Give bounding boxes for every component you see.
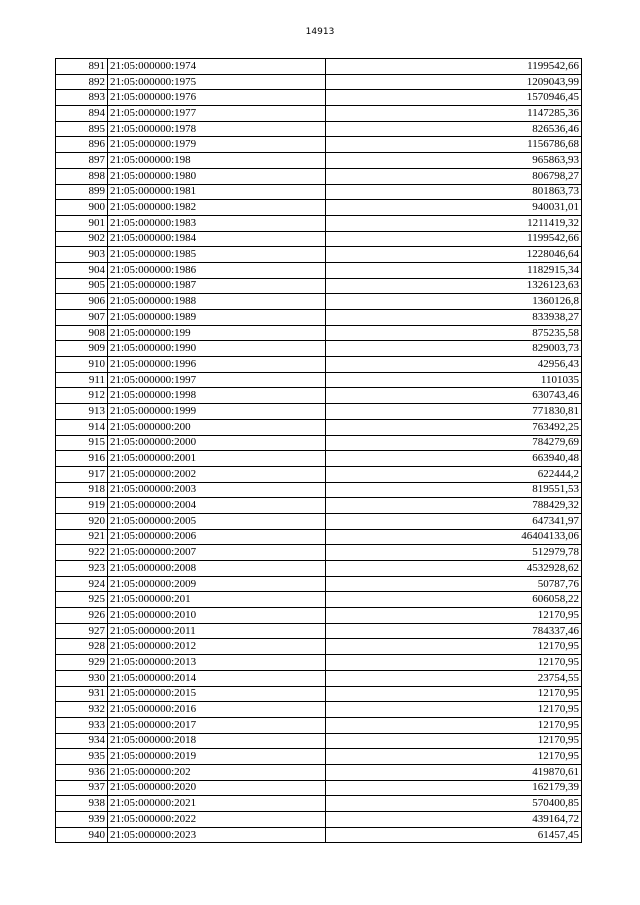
row-number: 914 [56, 419, 108, 435]
table-row [56, 419, 582, 435]
cadastral-number: 21:05:000000:1998 [108, 388, 326, 404]
cadastral-value: 1570946,45 [326, 90, 582, 106]
table-row [56, 639, 582, 655]
cadastral-value: 1209043,99 [326, 74, 582, 90]
cadastral-value-table [55, 58, 582, 843]
table-row [56, 341, 582, 357]
row-number: 921 [56, 529, 108, 545]
row-number: 918 [56, 482, 108, 498]
row-number: 938 [56, 796, 108, 812]
cadastral-value: 1326123,63 [326, 278, 582, 294]
row-number: 894 [56, 106, 108, 122]
cadastral-number: 21:05:000000:2010 [108, 608, 326, 624]
cadastral-number: 21:05:000000:1985 [108, 247, 326, 263]
cadastral-value: 784279,69 [326, 435, 582, 451]
cadastral-value: 1147285,36 [326, 106, 582, 122]
cadastral-number: 21:05:000000:2017 [108, 717, 326, 733]
cadastral-number: 21:05:000000:201 [108, 592, 326, 608]
cadastral-value: 12170,95 [326, 717, 582, 733]
table-row [56, 404, 582, 420]
row-number: 927 [56, 623, 108, 639]
cadastral-value: 647341,97 [326, 513, 582, 529]
cadastral-number: 21:05:000000:1974 [108, 59, 326, 75]
cadastral-number: 21:05:000000:1999 [108, 404, 326, 420]
cadastral-number: 21:05:000000:1983 [108, 215, 326, 231]
cadastral-value: 12170,95 [326, 702, 582, 718]
cadastral-number: 21:05:000000:1987 [108, 278, 326, 294]
table-row [56, 576, 582, 592]
table-row [56, 262, 582, 278]
row-number: 909 [56, 341, 108, 357]
row-number: 908 [56, 325, 108, 341]
cadastral-number: 21:05:000000:2016 [108, 702, 326, 718]
cadastral-number: 21:05:000000:2005 [108, 513, 326, 529]
table-row [56, 529, 582, 545]
cadastral-number: 21:05:000000:2006 [108, 529, 326, 545]
cadastral-number: 21:05:000000:2021 [108, 796, 326, 812]
cadastral-value: 512979,78 [326, 545, 582, 561]
cadastral-number: 21:05:000000:2019 [108, 749, 326, 765]
row-number: 906 [56, 294, 108, 310]
cadastral-value: 771830,81 [326, 404, 582, 420]
row-number: 892 [56, 74, 108, 90]
row-number: 915 [56, 435, 108, 451]
cadastral-number: 21:05:000000:2018 [108, 733, 326, 749]
row-number: 904 [56, 262, 108, 278]
row-number: 935 [56, 749, 108, 765]
cadastral-number: 21:05:000000:2023 [108, 827, 326, 843]
table-row [56, 702, 582, 718]
table-row [56, 561, 582, 577]
cadastral-number: 21:05:000000:1986 [108, 262, 326, 278]
table-row [56, 623, 582, 639]
cadastral-number: 21:05:000000:2009 [108, 576, 326, 592]
table-row [56, 294, 582, 310]
row-number: 922 [56, 545, 108, 561]
row-number: 896 [56, 137, 108, 153]
cadastral-value: 12170,95 [326, 749, 582, 765]
table-row [56, 357, 582, 373]
cadastral-value: 1199542,66 [326, 231, 582, 247]
row-number: 931 [56, 686, 108, 702]
cadastral-value: 1101035 [326, 372, 582, 388]
row-number: 910 [56, 357, 108, 373]
cadastral-number: 21:05:000000:2011 [108, 623, 326, 639]
row-number: 937 [56, 780, 108, 796]
cadastral-value: 965863,93 [326, 153, 582, 169]
table-row [56, 278, 582, 294]
table-row [56, 827, 582, 843]
cadastral-value: 23754,55 [326, 670, 582, 686]
cadastral-number: 21:05:000000:1981 [108, 184, 326, 200]
table-row [56, 670, 582, 686]
table-row [56, 137, 582, 153]
cadastral-value: 833938,27 [326, 310, 582, 326]
cadastral-value: 42956,43 [326, 357, 582, 373]
cadastral-number: 21:05:000000:1980 [108, 168, 326, 184]
cadastral-value: 12170,95 [326, 733, 582, 749]
row-number: 900 [56, 200, 108, 216]
row-number: 930 [56, 670, 108, 686]
cadastral-value: 12170,95 [326, 639, 582, 655]
table-row [56, 780, 582, 796]
table-row [56, 121, 582, 137]
cadastral-value: 606058,22 [326, 592, 582, 608]
table-row [56, 608, 582, 624]
row-number: 912 [56, 388, 108, 404]
cadastral-value: 806798,27 [326, 168, 582, 184]
row-number: 920 [56, 513, 108, 529]
table-row [56, 466, 582, 482]
row-number: 919 [56, 498, 108, 514]
row-number: 901 [56, 215, 108, 231]
cadastral-number: 21:05:000000:1990 [108, 341, 326, 357]
cadastral-value: 663940,48 [326, 451, 582, 467]
cadastral-number: 21:05:000000:1975 [108, 74, 326, 90]
table-row [56, 231, 582, 247]
cadastral-number: 21:05:000000:1984 [108, 231, 326, 247]
cadastral-value: 819551,53 [326, 482, 582, 498]
row-number: 939 [56, 812, 108, 828]
cadastral-value: 630743,46 [326, 388, 582, 404]
table-row [56, 90, 582, 106]
row-number: 917 [56, 466, 108, 482]
row-number: 895 [56, 121, 108, 137]
cadastral-value: 1228046,64 [326, 247, 582, 263]
cadastral-value: 419870,61 [326, 764, 582, 780]
cadastral-value: 12170,95 [326, 686, 582, 702]
table-row [56, 764, 582, 780]
table-body [56, 59, 582, 843]
cadastral-value: 46404133,06 [326, 529, 582, 545]
table-row [56, 545, 582, 561]
cadastral-number: 21:05:000000:2014 [108, 670, 326, 686]
table-row [56, 310, 582, 326]
table-row [56, 733, 582, 749]
cadastral-number: 21:05:000000:2013 [108, 655, 326, 671]
row-number: 928 [56, 639, 108, 655]
cadastral-value: 1156786,68 [326, 137, 582, 153]
cadastral-number: 21:05:000000:1976 [108, 90, 326, 106]
row-number: 898 [56, 168, 108, 184]
table-row [56, 686, 582, 702]
table-row [56, 592, 582, 608]
cadastral-number: 21:05:000000:1989 [108, 310, 326, 326]
table-row [56, 388, 582, 404]
row-number: 923 [56, 561, 108, 577]
row-number: 911 [56, 372, 108, 388]
table-row [56, 247, 582, 263]
cadastral-value: 570400,85 [326, 796, 582, 812]
table-row [56, 435, 582, 451]
row-number: 893 [56, 90, 108, 106]
cadastral-value: 788429,32 [326, 498, 582, 514]
cadastral-value: 829003,73 [326, 341, 582, 357]
cadastral-number: 21:05:000000:199 [108, 325, 326, 341]
row-number: 929 [56, 655, 108, 671]
cadastral-value: 439164,72 [326, 812, 582, 828]
cadastral-value: 622444,2 [326, 466, 582, 482]
row-number: 924 [56, 576, 108, 592]
table-row [56, 325, 582, 341]
table-row [56, 796, 582, 812]
cadastral-value: 1182915,34 [326, 262, 582, 278]
cadastral-number: 21:05:000000:2022 [108, 812, 326, 828]
cadastral-number: 21:05:000000:1982 [108, 200, 326, 216]
cadastral-number: 21:05:000000:1997 [108, 372, 326, 388]
table-row [56, 184, 582, 200]
cadastral-number: 21:05:000000:198 [108, 153, 326, 169]
row-number: 905 [56, 278, 108, 294]
table-row [56, 74, 582, 90]
cadastral-number: 21:05:000000:2003 [108, 482, 326, 498]
cadastral-number: 21:05:000000:2000 [108, 435, 326, 451]
table-row [56, 106, 582, 122]
row-number: 891 [56, 59, 108, 75]
cadastral-value: 12170,95 [326, 655, 582, 671]
table-row [56, 200, 582, 216]
row-number: 934 [56, 733, 108, 749]
cadastral-number: 21:05:000000:2007 [108, 545, 326, 561]
row-number: 925 [56, 592, 108, 608]
row-number: 903 [56, 247, 108, 263]
table-row [56, 372, 582, 388]
cadastral-number: 21:05:000000:2002 [108, 466, 326, 482]
row-number: 936 [56, 764, 108, 780]
table-row [56, 513, 582, 529]
cadastral-number: 21:05:000000:2012 [108, 639, 326, 655]
cadastral-value: 1211419,32 [326, 215, 582, 231]
table-row [56, 498, 582, 514]
row-number: 932 [56, 702, 108, 718]
cadastral-number: 21:05:000000:2015 [108, 686, 326, 702]
table-row [56, 717, 582, 733]
table-row [56, 168, 582, 184]
cadastral-number: 21:05:000000:1979 [108, 137, 326, 153]
row-number: 926 [56, 608, 108, 624]
cadastral-number: 21:05:000000:1988 [108, 294, 326, 310]
cadastral-number: 21:05:000000:2020 [108, 780, 326, 796]
table-row [56, 59, 582, 75]
cadastral-value: 1360126,8 [326, 294, 582, 310]
cadastral-number: 21:05:000000:2001 [108, 451, 326, 467]
cadastral-value: 763492,25 [326, 419, 582, 435]
cadastral-number: 21:05:000000:2004 [108, 498, 326, 514]
cadastral-number: 21:05:000000:1977 [108, 106, 326, 122]
table-row [56, 812, 582, 828]
row-number: 916 [56, 451, 108, 467]
table-row [56, 451, 582, 467]
row-number: 933 [56, 717, 108, 733]
row-number: 902 [56, 231, 108, 247]
cadastral-value: 162179,39 [326, 780, 582, 796]
row-number: 913 [56, 404, 108, 420]
cadastral-value: 940031,01 [326, 200, 582, 216]
row-number: 899 [56, 184, 108, 200]
row-number: 897 [56, 153, 108, 169]
table-row [56, 482, 582, 498]
cadastral-number: 21:05:000000:2008 [108, 561, 326, 577]
cadastral-value: 875235,58 [326, 325, 582, 341]
page-number: 14913 [305, 27, 335, 37]
cadastral-value: 12170,95 [326, 608, 582, 624]
cadastral-value: 61457,45 [326, 827, 582, 843]
row-number: 907 [56, 310, 108, 326]
cadastral-value: 50787,76 [326, 576, 582, 592]
cadastral-value: 1199542,66 [326, 59, 582, 75]
table-row [56, 655, 582, 671]
cadastral-number: 21:05:000000:202 [108, 764, 326, 780]
cadastral-value: 801863,73 [326, 184, 582, 200]
cadastral-value: 826536,46 [326, 121, 582, 137]
cadastral-number: 21:05:000000:1996 [108, 357, 326, 373]
table-row [56, 153, 582, 169]
table-row [56, 215, 582, 231]
table-row [56, 749, 582, 765]
row-number: 940 [56, 827, 108, 843]
cadastral-value: 784337,46 [326, 623, 582, 639]
cadastral-number: 21:05:000000:1978 [108, 121, 326, 137]
cadastral-value: 4532928,62 [326, 561, 582, 577]
cadastral-number: 21:05:000000:200 [108, 419, 326, 435]
